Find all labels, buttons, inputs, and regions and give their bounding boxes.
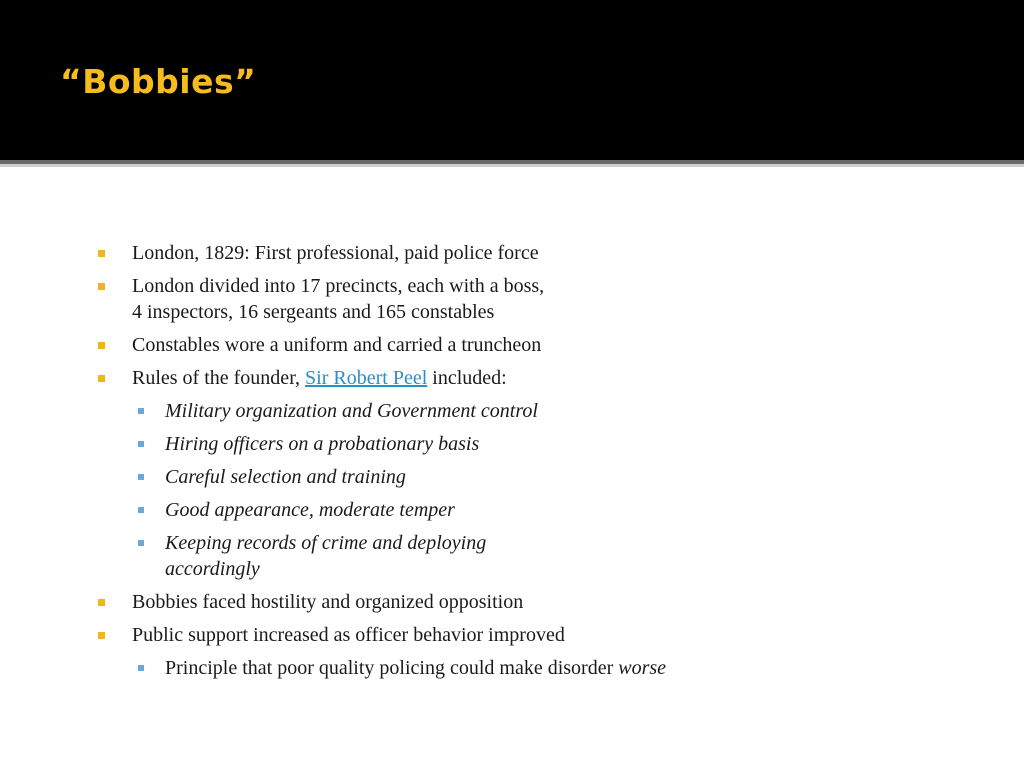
- sub-bullet-item: [98, 530, 818, 582]
- title-divider-light: [0, 164, 1024, 167]
- square-bullet-icon: [98, 250, 105, 257]
- bullet-text-line: 4 inspectors, 16 sergeants and 165 constables: [132, 301, 495, 323]
- sub-bullet-text: Principle that poor quality policing could make disorder: [165, 657, 619, 679]
- square-bullet-icon: [98, 283, 105, 290]
- bullet-item: [98, 332, 818, 358]
- square-sub-bullet-icon: [138, 665, 144, 671]
- sub-bullet-text-line: Keeping records of crime and deploying: [165, 532, 487, 554]
- sub-bullet-item: [98, 464, 818, 490]
- sub-bullet-item: [98, 431, 818, 457]
- title-bar: [0, 0, 1024, 160]
- square-sub-bullet-icon: [138, 540, 144, 546]
- square-sub-bullet-icon: [138, 507, 144, 513]
- bullet-text-line: London divided into 17 precincts, each with a boss,: [132, 275, 545, 297]
- square-sub-bullet-icon: [138, 408, 144, 414]
- bullet-item: [98, 273, 818, 325]
- sub-bullet-item: [98, 398, 818, 424]
- bullet-list: [98, 240, 818, 688]
- bullet-text: Public support increased as officer behavior improved: [132, 624, 565, 646]
- emphasis-text: worse: [618, 657, 667, 679]
- bullet-text: included:: [427, 367, 507, 389]
- bullet-item: [98, 240, 818, 266]
- square-bullet-icon: [98, 342, 105, 349]
- bullet-text: Bobbies faced hostility and organized opposition: [132, 591, 524, 613]
- square-bullet-icon: [98, 632, 105, 639]
- slide-title: “Bobbies”: [60, 62, 257, 101]
- sub-bullet-item: [98, 497, 818, 523]
- sub-bullet-text: Careful selection and training: [165, 466, 406, 488]
- bullet-item: [98, 622, 818, 648]
- sub-bullet-text: Hiring officers on a probationary basis: [165, 433, 480, 455]
- bullet-text: London, 1829: First professional, paid police force: [132, 242, 539, 264]
- sub-bullet-text: Military organization and Government control: [165, 400, 538, 422]
- square-bullet-icon: [98, 599, 105, 606]
- square-bullet-icon: [98, 375, 105, 382]
- bullet-item: [98, 589, 818, 615]
- bullet-text: Constables wore a uniform and carried a truncheon: [132, 334, 542, 356]
- square-sub-bullet-icon: [138, 441, 144, 447]
- bullet-item: [98, 365, 818, 391]
- sir-robert-peel-link[interactable]: Sir Robert Peel: [305, 367, 428, 389]
- sub-bullet-text: Good appearance, moderate temper: [165, 499, 455, 521]
- sub-bullet-text-line: accordingly: [165, 558, 260, 580]
- square-sub-bullet-icon: [138, 474, 144, 480]
- sub-bullet-item: [98, 655, 818, 681]
- bullet-text: Rules of the founder,: [132, 367, 306, 389]
